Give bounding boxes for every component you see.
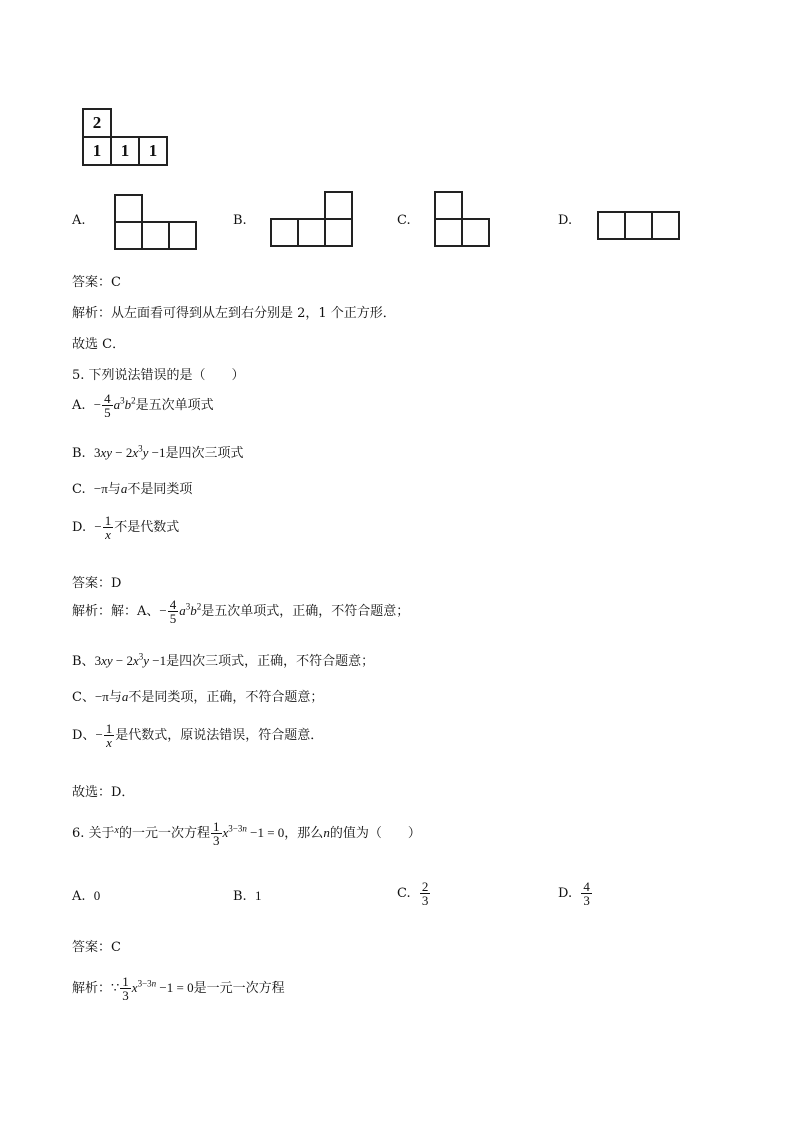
q5-solution-c-text: 不是同类项，正确，不符合题意；: [128, 690, 324, 705]
shape-cell: [324, 218, 353, 247]
q5-solution-b-prefix: B、: [72, 654, 95, 669]
fraction: [420, 880, 431, 907]
q6-option-c: [397, 880, 431, 907]
fraction-denominator: 3: [421, 893, 429, 908]
q4-choice: 故选 C．: [72, 337, 126, 352]
q5-option-d-text: 不是代数式: [114, 520, 180, 535]
fraction-denominator: x: [105, 527, 111, 542]
q5-solution-b: [72, 650, 374, 669]
q5-solution-c: [72, 686, 323, 705]
figure-digit: 1: [148, 141, 158, 160]
shape-cell: [651, 211, 680, 240]
q6-stem-a: 6. 关于: [72, 826, 115, 841]
q4-answer: 答案：C: [72, 275, 121, 290]
q5-solution-b-text: 是四次三项式，正确，不符合题意；: [166, 654, 375, 669]
var-a: a: [120, 481, 128, 496]
shape-option-b-label: B.: [233, 213, 247, 228]
fraction-denominator: x: [106, 735, 112, 750]
shape-cell: [114, 194, 143, 223]
q5-option-c-mid: 与: [107, 482, 121, 497]
q6-stem: [72, 820, 421, 847]
shape-cell: [297, 218, 326, 247]
figure-digit: 1: [120, 141, 130, 160]
q5-option-a: [72, 392, 214, 419]
q6-stem-b: 的一元一次方程: [119, 826, 211, 841]
shape-option-a: [114, 194, 198, 251]
q6-stem-d: 的值为（ ）: [329, 826, 421, 841]
equation-expr: $x^{3-3n} -1 = 0$: [222, 823, 285, 840]
q5-solution-d: [72, 722, 323, 749]
fraction-numerator: 4: [104, 391, 111, 406]
q5-option-b-text: 是四次三项式: [165, 446, 244, 461]
q5-option-b: [72, 442, 244, 461]
fraction-numerator: 1: [105, 721, 113, 736]
q5-solution-a: [72, 598, 409, 625]
because-symbol: ∵: [111, 980, 120, 995]
shape-cell: [114, 221, 143, 250]
polynomial-expr: $3xy - 2x^3y -1$: [94, 651, 167, 668]
fraction-denominator: 5: [104, 405, 111, 420]
q5-option-c-text: 不是同类项: [127, 482, 193, 497]
q5-solution-prefix: 解析：解：A、: [72, 604, 160, 619]
shape-option-a-label: A.: [72, 213, 86, 228]
q6-stem-c: ，那么: [284, 826, 324, 841]
q5-answer: 答案：D: [72, 576, 122, 591]
fraction-numerator: 1: [104, 513, 112, 528]
q5-solution-c-prefix: C、: [72, 690, 95, 705]
q6-solution: [72, 975, 285, 1002]
q6-solution-text: 是一元一次方程: [193, 981, 285, 996]
fraction: [102, 392, 113, 419]
fraction-numerator: 4: [169, 597, 177, 612]
fraction-denominator: 3: [583, 893, 590, 908]
neg-pi: −π: [94, 689, 109, 704]
shape-option-d-label: D.: [558, 213, 573, 228]
q6-answer: 答案：C: [72, 940, 121, 955]
shape-option-c: [434, 191, 491, 248]
var-a: a: [121, 689, 129, 704]
shape-cell: [461, 218, 490, 247]
shape-cell: [324, 191, 353, 220]
fraction: [168, 598, 179, 625]
fraction-numerator: 2: [421, 879, 429, 894]
var-x: x: [114, 825, 119, 836]
q5-option-a-text: 是五次单项式: [135, 398, 214, 413]
q5-option-c: [72, 478, 192, 497]
q6-option-a-label: A.: [72, 889, 86, 904]
fraction: $\frac{1}{3}$: [122, 974, 129, 1003]
q5-solution-a-text: 是五次单项式，正确，不符合题意；: [201, 604, 410, 619]
q5-option-b-label: B.: [72, 446, 86, 461]
q5-solution-c-mid: 与: [108, 690, 122, 705]
q4-analysis: 解析：从左面看可得到从左到右分别是 2，1 个正方形．: [72, 306, 396, 321]
var-n: n: [323, 825, 330, 840]
q6-option-d-label: D.: [558, 886, 573, 901]
figure-digit: 2: [92, 113, 102, 132]
q6-option-b-label: B.: [233, 889, 247, 904]
q6-option-b: [233, 888, 261, 904]
minus-sign: −: [95, 727, 103, 742]
minus-sign: −: [93, 397, 102, 412]
q5-option-d: [72, 514, 179, 541]
shape-option-c-label: C.: [397, 213, 411, 228]
q5-option-c-label: C.: [72, 482, 86, 497]
q6-solution-prefix: 解析：: [72, 981, 112, 996]
minus-sign: −: [94, 519, 102, 534]
minus-sign: −: [159, 603, 167, 618]
q5-solution-d-prefix: D、: [72, 728, 96, 743]
fraction: [104, 722, 115, 749]
q5-option-d-label: D.: [72, 520, 87, 535]
q6-option-a: [72, 888, 100, 904]
shape-cell: [168, 221, 197, 250]
figure-digit: 1: [92, 141, 102, 160]
q5-option-a-label: A.: [72, 398, 86, 413]
q5-choice: 故选：D．: [72, 785, 135, 800]
shape-cell: [270, 218, 299, 247]
shape-option-b: [270, 191, 354, 248]
fraction: [103, 514, 114, 541]
fraction: $\frac{1}{3}$: [213, 819, 220, 848]
shape-cell: [624, 211, 653, 240]
monomial-expr: $a^3b^2$: [113, 395, 136, 412]
monomial-expr: $a^3b^2$: [179, 601, 202, 618]
q6-option-d: [558, 880, 593, 907]
shape-cell: [141, 221, 170, 250]
fraction-numerator: 4: [583, 879, 590, 894]
equation-expr: $x^{3-3n} -1 = 0$: [131, 978, 194, 995]
fraction-denominator: 5: [169, 611, 177, 626]
shape-cell: [434, 191, 463, 220]
shape-cell: [434, 218, 463, 247]
fraction: [581, 880, 592, 907]
q6-option-b-value: 1: [254, 888, 262, 903]
top-view-figure: [82, 108, 168, 166]
q6-option-c-label: C.: [397, 886, 411, 901]
q5-stem: 5. 下列说法错误的是（ ）: [72, 368, 245, 383]
q6-option-a-value: 0: [93, 888, 101, 903]
shape-cell: [597, 211, 626, 240]
q5-solution-d-text: 是代数式，原说法错误，符合题意．: [115, 728, 324, 743]
shape-option-d: [597, 211, 681, 240]
polynomial-expr: $3xy - 2x^3y -1$: [93, 443, 166, 460]
neg-pi: −π: [93, 481, 108, 496]
